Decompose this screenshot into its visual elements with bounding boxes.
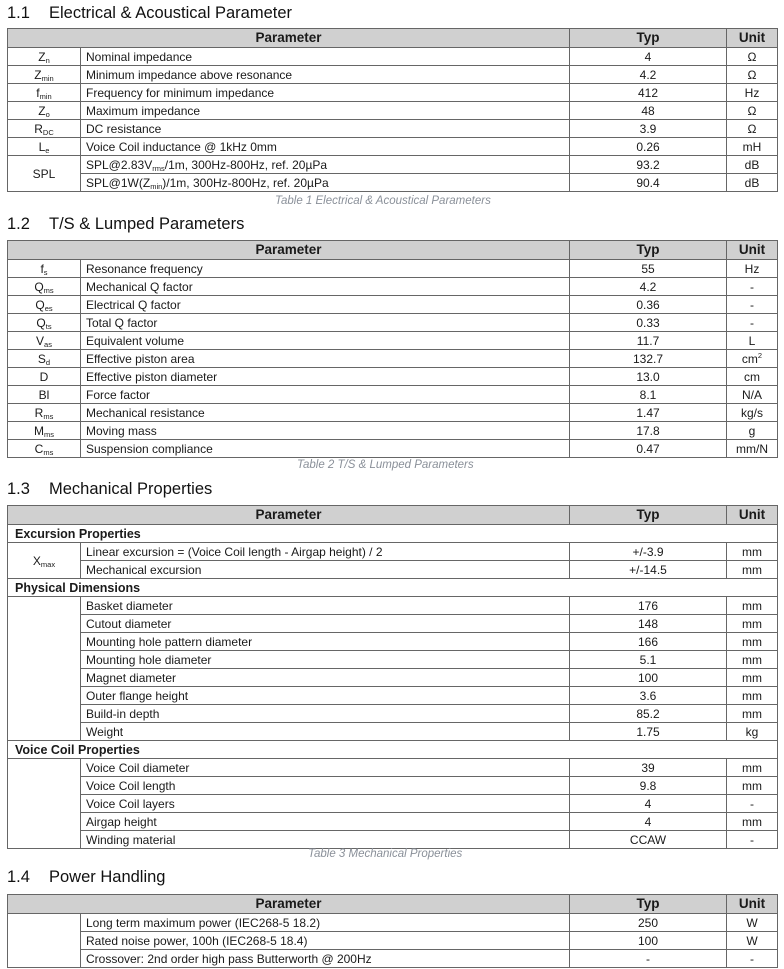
table-row (8, 723, 778, 741)
description-cell: Nominal impedance (81, 48, 570, 66)
table-row (8, 404, 778, 422)
header-unit: Unit (727, 241, 778, 260)
description-cell: Frequency for minimum impedance (81, 84, 570, 102)
description-cell: Voice Coil diameter (81, 759, 570, 777)
unit-value: - (727, 831, 778, 849)
unit-value: W (727, 914, 778, 932)
table-header-row (8, 29, 778, 48)
table-header-row (8, 506, 778, 525)
table-row (8, 102, 778, 120)
typ-value: 100 (570, 669, 727, 687)
description-cell: Airgap height (81, 813, 570, 831)
description-cell: Voice Coil layers (81, 795, 570, 813)
table-row (8, 120, 778, 138)
header-typ: Typ (570, 895, 727, 914)
symbol-subscript: DC (42, 127, 54, 137)
typ-value: 8.1 (570, 386, 727, 404)
symbol-subscript: ms (43, 285, 54, 295)
table-row (8, 561, 778, 579)
symbol-cell-empty (8, 914, 81, 968)
header-typ: Typ (570, 29, 727, 48)
description-cell: Mounting hole diameter (81, 651, 570, 669)
typ-value: 100 (570, 932, 727, 950)
typ-value: 0.47 (570, 440, 727, 458)
symbol: M (34, 423, 44, 438)
table-row (8, 651, 778, 669)
description-text: )/1m, 300Hz-800Hz, ref. 20µPa (162, 175, 329, 190)
table-row (8, 260, 778, 278)
section-number: 1.4 (7, 868, 30, 886)
header-typ: Typ (570, 506, 727, 525)
unit-value: mm (727, 597, 778, 615)
symbol: Q (34, 279, 44, 294)
description-cell: Resonance frequency (81, 260, 570, 278)
description-cell: Mechanical excursion (81, 561, 570, 579)
unit-value: - (727, 278, 778, 296)
symbol-cell (8, 66, 81, 84)
group-row (8, 579, 778, 597)
table-row (8, 705, 778, 723)
section-title: Electrical & Acoustical Parameter (49, 4, 293, 22)
symbol: Q (35, 297, 45, 312)
unit-value: mm (727, 687, 778, 705)
description-subscript: rms (152, 163, 165, 173)
description-cell: Winding material (81, 831, 570, 849)
table-row (8, 795, 778, 813)
table-row (8, 84, 778, 102)
description-cell (81, 174, 570, 192)
description-cell: Voice Coil inductance @ 1kHz 0mm (81, 138, 570, 156)
description-cell: Basket diameter (81, 597, 570, 615)
description-cell: Build-in depth (81, 705, 570, 723)
symbol: f (40, 261, 44, 276)
typ-value: 0.26 (570, 138, 727, 156)
symbol-cell-empty (8, 597, 81, 741)
description-cell: Mechanical Q factor (81, 278, 570, 296)
description-text: SPL@1W(Z (86, 175, 151, 190)
typ-value: 11.7 (570, 332, 727, 350)
unit-value: dB (727, 174, 778, 192)
description-subscript: min (150, 181, 163, 191)
table-row (8, 296, 778, 314)
header-parameter: Parameter (8, 506, 570, 525)
description-cell: Mechanical resistance (81, 404, 570, 422)
group-label: Excursion Properties (8, 525, 778, 543)
description-cell: DC resistance (81, 120, 570, 138)
unit-value (727, 350, 778, 368)
table-row (8, 440, 778, 458)
unit-value: - (727, 296, 778, 314)
symbol-cell (8, 440, 81, 458)
typ-value: 4 (570, 48, 727, 66)
symbol-cell (8, 278, 81, 296)
typ-value: 4.2 (570, 278, 727, 296)
symbol-subscript: s (43, 267, 48, 277)
section-number: 1.2 (7, 215, 30, 233)
table-row (8, 332, 778, 350)
unit-value: mm (727, 651, 778, 669)
symbol: Z (38, 49, 46, 64)
symbol-subscript: min (41, 73, 54, 83)
table-header-row (8, 895, 778, 914)
table-row (8, 669, 778, 687)
symbol: f (36, 85, 40, 100)
typ-value: 166 (570, 633, 727, 651)
table-row (8, 368, 778, 386)
table-row (8, 633, 778, 651)
symbol: X (32, 553, 41, 568)
typ-value: +/-3.9 (570, 543, 727, 561)
symbol: V (36, 333, 45, 348)
typ-value: 39 (570, 759, 727, 777)
symbol-subscript: ms (43, 411, 54, 421)
table-row (8, 950, 778, 968)
unit-value: cm (727, 368, 778, 386)
unit-value: - (727, 950, 778, 968)
symbol-cell: SPL (8, 156, 81, 192)
symbol-subscript: n (45, 55, 50, 65)
description-cell: Magnet diameter (81, 669, 570, 687)
symbol-cell (8, 332, 81, 350)
section-heading-1-2 (7, 215, 244, 234)
symbol-cell (8, 296, 81, 314)
symbol-subscript: d (45, 357, 51, 367)
symbol-cell (8, 350, 81, 368)
table-row (8, 138, 778, 156)
symbol-cell: D (8, 368, 81, 386)
symbol-subscript: e (45, 145, 50, 155)
symbol: S (37, 351, 46, 366)
table-row (8, 174, 778, 192)
unit-value: mH (727, 138, 778, 156)
typ-value: - (570, 950, 727, 968)
symbol: Z (34, 67, 42, 82)
header-unit: Unit (727, 895, 778, 914)
table-row (8, 759, 778, 777)
symbol-cell (8, 120, 81, 138)
unit-value: W (727, 932, 778, 950)
description-text: /1m, 300Hz-800Hz, ref. 20µPa (164, 157, 328, 172)
typ-value: 13.0 (570, 368, 727, 386)
typ-value: 85.2 (570, 705, 727, 723)
header-parameter: Parameter (8, 895, 570, 914)
typ-value: 4 (570, 813, 727, 831)
section-title: T/S & Lumped Parameters (49, 215, 245, 233)
symbol-subscript: ms (44, 429, 54, 439)
table-mechanical (7, 505, 778, 849)
unit-value: g (727, 422, 778, 440)
symbol: L (38, 139, 46, 154)
unit-value: mm (727, 633, 778, 651)
section-heading-1-1 (7, 4, 292, 23)
section-heading-1-4 (7, 868, 165, 887)
typ-value: 3.6 (570, 687, 727, 705)
unit-value: kg (727, 723, 778, 741)
table-header-row (8, 241, 778, 260)
table-row (8, 66, 778, 84)
unit-value: mm (727, 813, 778, 831)
table-caption: Table 2 T/S & Lumped Parameters (297, 459, 474, 471)
symbol-subscript: ts (45, 321, 52, 331)
unit-value: Hz (727, 84, 778, 102)
description-cell: Mounting hole pattern diameter (81, 633, 570, 651)
group-row (8, 525, 778, 543)
unit-value: Hz (727, 260, 778, 278)
group-label: Voice Coil Properties (8, 741, 778, 759)
symbol: Z (38, 103, 46, 118)
header-unit: Unit (727, 506, 778, 525)
table-row (8, 687, 778, 705)
description-cell: Rated noise power, 100h (IEC268-5 18.4) (81, 932, 570, 950)
table-row (8, 350, 778, 368)
typ-value: 412 (570, 84, 727, 102)
unit-value: - (727, 795, 778, 813)
unit-value: Ω (727, 48, 778, 66)
typ-value: 5.1 (570, 651, 727, 669)
unit-value: dB (727, 156, 778, 174)
description-cell: Outer flange height (81, 687, 570, 705)
table-caption: Table 1 Electrical & Acoustical Parameters (275, 195, 491, 207)
typ-value: 4.2 (570, 66, 727, 84)
table-row (8, 813, 778, 831)
symbol-cell (8, 543, 81, 579)
symbol: C (34, 441, 44, 456)
section-number: 1.1 (7, 4, 30, 22)
description-cell: Electrical Q factor (81, 296, 570, 314)
typ-value: 1.75 (570, 723, 727, 741)
symbol-subscript: min (39, 91, 52, 101)
unit-value: kg/s (727, 404, 778, 422)
description-cell: Cutout diameter (81, 615, 570, 633)
header-typ: Typ (570, 241, 727, 260)
symbol-cell (8, 314, 81, 332)
unit-superscript: 2 (757, 350, 763, 360)
table-electrical-acoustical (7, 28, 778, 192)
unit-value: L (727, 332, 778, 350)
section-title: Mechanical Properties (49, 480, 213, 498)
group-row (8, 741, 778, 759)
table-row (8, 386, 778, 404)
description-cell: Crossover: 2nd order high pass Butterworth @ 200Hz (81, 950, 570, 968)
symbol-cell (8, 48, 81, 66)
symbol: Q (36, 315, 46, 330)
section-number: 1.3 (7, 480, 30, 498)
table-caption: Table 3 Mechanical Properties (308, 848, 463, 860)
table-row (8, 422, 778, 440)
table-power-handling (7, 894, 778, 968)
description-cell: Equivalent volume (81, 332, 570, 350)
table-row (8, 314, 778, 332)
typ-value: +/-14.5 (570, 561, 727, 579)
typ-value: 132.7 (570, 350, 727, 368)
description-cell: Effective piston diameter (81, 368, 570, 386)
typ-value: 250 (570, 914, 727, 932)
symbol-cell-empty (8, 759, 81, 849)
symbol-cell (8, 422, 81, 440)
unit-value: mm (727, 759, 778, 777)
description-cell (81, 156, 570, 174)
symbol-cell (8, 404, 81, 422)
table-row (8, 597, 778, 615)
typ-value: 0.33 (570, 314, 727, 332)
typ-value: 4 (570, 795, 727, 813)
symbol-cell (8, 102, 81, 120)
unit-value: N/A (727, 386, 778, 404)
description-cell: Suspension compliance (81, 440, 570, 458)
typ-value: 90.4 (570, 174, 727, 192)
unit-value: mm (727, 561, 778, 579)
description-cell: Force factor (81, 386, 570, 404)
table-row (8, 777, 778, 795)
unit-value: mm (727, 543, 778, 561)
description-cell: Voice Coil length (81, 777, 570, 795)
description-text: SPL@2.83V (86, 157, 153, 172)
description-cell: Effective piston area (81, 350, 570, 368)
symbol-subscript: o (45, 109, 50, 119)
symbol-cell (8, 138, 81, 156)
typ-value: 1.47 (570, 404, 727, 422)
unit-value: mm (727, 705, 778, 723)
typ-value: 3.9 (570, 120, 727, 138)
table-row (8, 831, 778, 849)
typ-value: 93.2 (570, 156, 727, 174)
table-row (8, 932, 778, 950)
symbol-subscript: ms (43, 447, 54, 457)
symbol: R (34, 121, 43, 136)
section-heading-1-3 (7, 480, 212, 499)
description-cell: Moving mass (81, 422, 570, 440)
typ-value: 48 (570, 102, 727, 120)
symbol: R (34, 405, 44, 420)
table-row (8, 278, 778, 296)
description-cell: Linear excursion = (Voice Coil length - Airgap height) / 2 (81, 543, 570, 561)
header-parameter: Parameter (8, 241, 570, 260)
description-cell: Long term maximum power (IEC268-5 18.2) (81, 914, 570, 932)
description-cell: Weight (81, 723, 570, 741)
header-unit: Unit (727, 29, 778, 48)
symbol-subscript: as (44, 339, 52, 349)
symbol-cell (8, 260, 81, 278)
symbol-subscript: es (44, 303, 53, 313)
header-parameter: Parameter (8, 29, 570, 48)
table-row (8, 543, 778, 561)
table-row (8, 914, 778, 932)
typ-value: 176 (570, 597, 727, 615)
symbol-subscript: max (40, 559, 56, 569)
symbol-cell: Bl (8, 386, 81, 404)
description-cell: Minimum impedance above resonance (81, 66, 570, 84)
symbol-cell (8, 84, 81, 102)
typ-value: 9.8 (570, 777, 727, 795)
typ-value: CCAW (570, 831, 727, 849)
unit-value: mm (727, 777, 778, 795)
unit-value: - (727, 314, 778, 332)
typ-value: 0.36 (570, 296, 727, 314)
table-row (8, 48, 778, 66)
unit-value: mm/N (727, 440, 778, 458)
description-cell: Total Q factor (81, 314, 570, 332)
typ-value: 55 (570, 260, 727, 278)
unit-value: Ω (727, 120, 778, 138)
unit-value: mm (727, 669, 778, 687)
table-row (8, 615, 778, 633)
table-ts-lumped (7, 240, 778, 458)
unit-value: Ω (727, 102, 778, 120)
unit-value: mm (727, 615, 778, 633)
unit-text: cm (741, 351, 758, 366)
group-label: Physical Dimensions (8, 579, 778, 597)
description-cell: Maximum impedance (81, 102, 570, 120)
table-row (8, 156, 778, 174)
unit-value: Ω (727, 66, 778, 84)
section-title: Power Handling (49, 868, 166, 886)
typ-value: 148 (570, 615, 727, 633)
typ-value: 17.8 (570, 422, 727, 440)
